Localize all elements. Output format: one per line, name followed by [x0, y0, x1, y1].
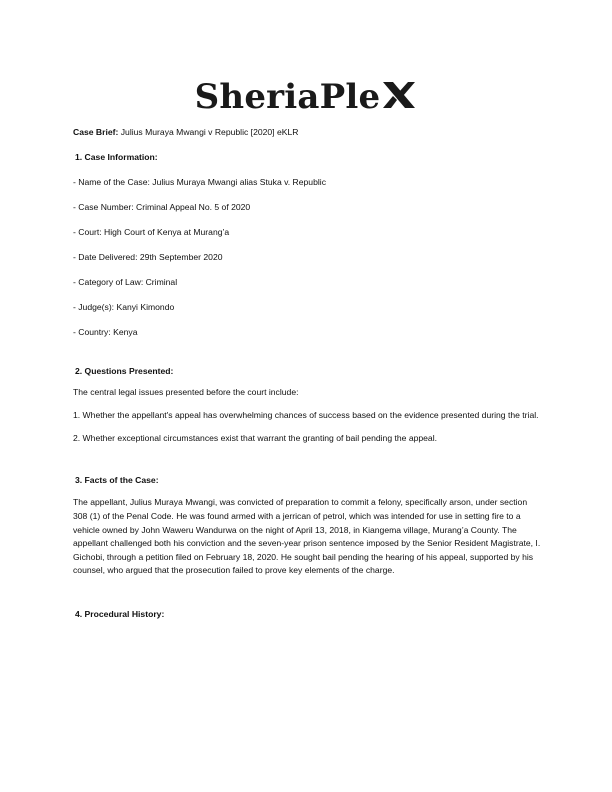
section-heading-facts: 3. Facts of the Case: — [75, 474, 159, 485]
case-info-item: - Date Delivered: 29th September 2020 — [73, 251, 223, 262]
case-brief-label: Case Brief: — [73, 127, 119, 137]
sheriaplex-logo — [0, 72, 612, 122]
case-brief-line — [73, 126, 543, 139]
case-info-item: - Category of Law: Criminal — [73, 276, 178, 287]
question-item: 1. Whether the appellant's appeal has overwhelming chances of success based on the evidence presented during the trial. — [73, 409, 539, 420]
document-body — [73, 126, 543, 621]
question-item: 2. Whether exceptional circumstances exist that warrant the granting of bail pending the appeal. — [73, 433, 438, 444]
case-brief-title: Julius Muraya Mwangi v Republic [2020] eKLR — [118, 127, 299, 137]
section-heading-questions-presented: 2. Questions Presented: — [75, 366, 174, 377]
x-mark-icon — [381, 80, 417, 110]
section-heading-procedural-history: 4. Procedural History: — [75, 609, 165, 619]
case-info-item: - Country: Kenya — [73, 326, 138, 337]
case-info-item: - Judge(s): Kanyi Kimondo — [73, 301, 175, 312]
questions-intro: The central legal issues presented before the court include: — [73, 387, 299, 398]
facts-paragraph: The appellant, Julius Muraya Mwangi, was convicted of preparation to commit a felony, specifically arson, under section 308 (1) of the Penal Code. He was found armed with a jerrican of petrol, which was intended for use in setting fire to a vehicle owned by John Waweru Wandurwa on the night of April 13, 2018, in Kiangema village, Murang’a County. The appellant challenged both his conviction and the seven-year prison sentence imposed by the Senior Resident Magistrate, I. Gichobi, through a petition filed on February 18, 2020. He sought bail pending the hearing of his appeal, supported by his counsel, who argued that the prosecution failed to prove key elements of the charge. — [73, 497, 541, 576]
section-heading-case-information: 1. Case Information: — [75, 151, 158, 162]
logo-text: SheriaPle — [194, 77, 381, 117]
case-info-item: - Name of the Case: Julius Muraya Mwangi alias Stuka v. Republic — [73, 176, 326, 187]
case-info-item: - Court: High Court of Kenya at Murang’a — [73, 226, 230, 237]
case-info-item: - Case Number: Criminal Appeal No. 5 of 2020 — [73, 201, 251, 212]
